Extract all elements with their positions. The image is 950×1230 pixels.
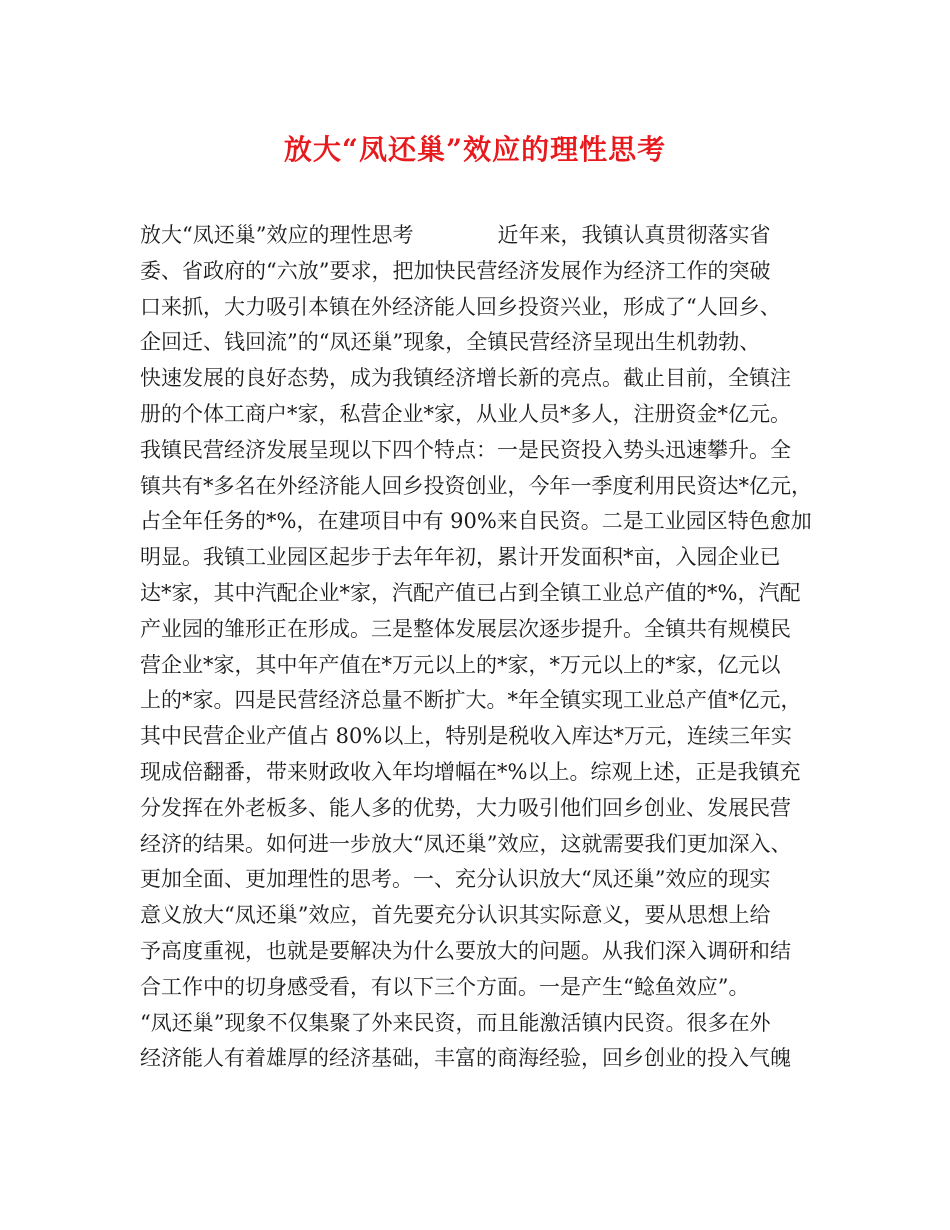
body-line: 经济的结果。如何进一步放大“凤还巢”效应，这就需要我们更加深入、: [140, 831, 792, 856]
body-line: “凤还巢”现象不仅集聚了外来民资，而且能激活镇内民资。很多在外: [140, 1010, 771, 1035]
body-line: 达*家，其中汽配企业*家，汽配产值已占到全镇工业总产值的*%，汽配: [140, 580, 801, 605]
body-line: 分发挥在外老板多、能人多的优势，大力吸引他们回乡创业、发展民营: [140, 795, 791, 820]
body-line: 企回迁、钱回流”的“凤还巢”现象，全镇民营经济呈现出生机勃勃、: [140, 330, 761, 355]
body-line: 镇共有*多名在外经济能人回乡投资创业，今年一季度利用民资达*亿元，: [140, 473, 812, 498]
body-line: 占全年任务的*%，在建项目中有 90%来自民资。二是工业园区特色愈加: [140, 509, 812, 534]
body-line: 现成倍翻番，带来财政收入年均增幅在*%以上。综观上述，正是我镇充: [140, 759, 801, 784]
body-line: 产业园的雏形正在形成。三是整体发展层次逐步提升。全镇共有规模民: [140, 616, 791, 641]
body-line: 其中民营企业产值占 80%以上，特别是税收入库达*万元，连续三年实: [140, 724, 792, 749]
body-line: 意义放大“凤还巢”效应，首先要充分认识其实际意义，要从思想上给: [140, 903, 771, 928]
body-line: 册的个体工商户*家，私营企业*家，从业人员*多人，注册资金*亿元。: [140, 401, 791, 426]
body-line: 营企业*家，其中年产值在*万元以上的*家，*万元以上的*家，亿元以: [140, 652, 781, 677]
body-line: 予高度重视，也就是要解决为什么要放大的问题。从我们深入调研和结: [140, 938, 791, 963]
body-line: 委、省政府的“六放”要求，把加快民营经济发展作为经济工作的突破: [140, 258, 771, 283]
body-line: 明显。我镇工业园区起步于去年年初，累计开发面积*亩，入园企业已: [140, 545, 781, 570]
body-line: 口来抓，大力吸引本镇在外经济能人回乡投资兴业，形成了“人回乡、: [140, 294, 781, 319]
body-line: 快速发展的良好态势，成为我镇经济增长新的亮点。截止目前，全镇注: [140, 366, 791, 391]
body-line: 放大“凤还巢”效应的理性思考 近年来，我镇认真贯彻落实省: [140, 223, 771, 247]
document-body: [140, 218, 815, 1077]
body-line: 上的*家。四是民营经济总量不断扩大。*年全镇实现工业总产值*亿元，: [140, 688, 802, 713]
body-line: 更加全面、更加理性的思考。一、充分认识放大“凤还巢”效应的现实: [140, 867, 771, 892]
body-line: 合工作中的切身感受看，有以下三个方面。一是产生“鲶鱼效应”。: [140, 974, 750, 999]
body-line: 经济能人有着雄厚的经济基础，丰富的商海经验，回乡创业的投入气魄: [140, 1046, 791, 1071]
document-title: 放大“凤还巢”效应的理性思考: [283, 133, 667, 166]
body-line: 我镇民营经济发展呈现以下四个特点：一是民资投入势头迅速攀升。全: [140, 437, 791, 462]
